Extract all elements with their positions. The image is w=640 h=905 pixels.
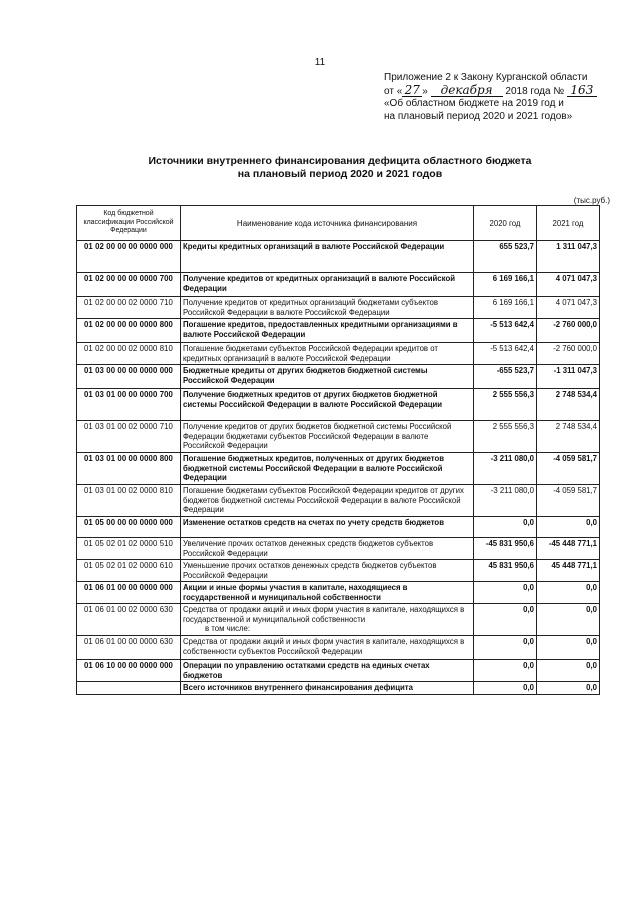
- row-code: 01 03 01 00 02 0000 710: [77, 421, 181, 453]
- table-row: [77, 560, 600, 582]
- row-value-2020: -5 513 642,4: [474, 343, 537, 365]
- table-header-row: [77, 206, 600, 241]
- appendix-header: [384, 72, 614, 123]
- row-name: Операции по управлению остатками средств на единых счетах бюджетов: [183, 661, 430, 680]
- table-body: [77, 241, 600, 695]
- row-value-2021: -45 448 771,1: [537, 538, 600, 560]
- row-code: 01 02 00 00 02 0000 810: [77, 343, 181, 365]
- row-value-2021: 0,0: [537, 636, 600, 660]
- row-name: Средства от продажи акций и иных форм участия в капитале, находящихся в собственности субъектов Российской Федерации: [183, 637, 465, 656]
- row-value-2021: -2 760 000,0: [537, 319, 600, 343]
- row-value-2020: 6 169 166,1: [474, 273, 537, 297]
- row-name: Получение кредитов от других бюджетов бюджетной системы Российской Федерации бюджетами субъектов Российской Федерации в валюте Российской Федерации: [183, 422, 452, 450]
- row-code: 01 06 10 00 00 0000 000: [77, 660, 181, 682]
- appendix-line-1: Приложение 2 к Закону Курганской области: [384, 72, 588, 83]
- row-value-2020: 0,0: [474, 582, 537, 604]
- row-value-2021: 0,0: [537, 582, 600, 604]
- row-value-2020: -3 211 080,0: [474, 485, 537, 517]
- row-code: 01 05 00 00 00 0000 000: [77, 517, 181, 538]
- row-name: Увеличение прочих остатков денежных средств бюджетов субъектов Российской Федерации: [183, 539, 434, 558]
- row-value-2021: -4 059 581,7: [537, 453, 600, 485]
- row-name-cell: [181, 660, 474, 682]
- row-value-2021: -1 311 047,3: [537, 365, 600, 389]
- row-name-cell: [181, 365, 474, 389]
- row-value-2021: 1 311 047,3: [537, 241, 600, 273]
- table-row: [77, 365, 600, 389]
- row-name-cell: [181, 241, 474, 273]
- row-name: Погашение бюджетами субъектов Российской Федерации кредитов от кредитных организаций в валюте Российской Федерации: [183, 344, 438, 363]
- row-value-2020: 2 555 556,3: [474, 389, 537, 421]
- row-value-2020: 45 831 950,6: [474, 560, 537, 582]
- row-value-2020: 0,0: [474, 636, 537, 660]
- table-row: [77, 517, 600, 538]
- appendix-from: от: [384, 85, 394, 97]
- row-name-cell: [181, 636, 474, 660]
- row-value-2020: 2 555 556,3: [474, 421, 537, 453]
- row-name-cell: [181, 343, 474, 365]
- appendix-month: декабря: [431, 85, 503, 97]
- document-title: [40, 155, 640, 181]
- row-name-cell: [181, 604, 474, 636]
- row-name-cell: [181, 273, 474, 297]
- appendix-line-3: «Об областном бюджете на 2019 год и: [384, 98, 564, 109]
- row-value-2020: 0,0: [474, 660, 537, 682]
- table-row: [77, 297, 600, 319]
- row-name: Уменьшение прочих остатков денежных средств бюджетов субъектов Российской Федерации: [183, 561, 437, 580]
- row-name-cell: [181, 453, 474, 485]
- appendix-number: 163: [567, 85, 597, 97]
- row-name: Погашение бюджетами субъектов Российской Федерации кредитов от других бюджетов бюджетной системы Российской Федерации в валюте Российской Федерации: [183, 486, 464, 514]
- row-name-cell: [181, 421, 474, 453]
- row-code: [77, 682, 181, 695]
- table-row: [77, 389, 600, 421]
- page-number: 11: [314, 57, 326, 68]
- header-2021: 2021 год: [537, 206, 600, 241]
- row-value-2021: 2 748 534,4: [537, 421, 600, 453]
- table-row: [77, 582, 600, 604]
- table-row: [77, 660, 600, 682]
- row-name: Акции и иные формы участия в капитале, находящиеся в государственной и муниципальной собственности: [183, 583, 408, 602]
- table-row: [77, 421, 600, 453]
- row-value-2021: -4 059 581,7: [537, 485, 600, 517]
- appendix-line-2: [384, 82, 614, 99]
- row-name-cell: [181, 538, 474, 560]
- row-value-2021: -2 760 000,0: [537, 343, 600, 365]
- row-name: Получение кредитов от кредитных организаций в валюте Российской Федерации: [183, 274, 455, 293]
- row-code: 01 02 00 00 00 0000 700: [77, 273, 181, 297]
- row-code: 01 03 01 00 02 0000 810: [77, 485, 181, 517]
- row-name: Изменение остатков средств на счетах по учету средств бюджетов: [183, 518, 444, 527]
- row-code: 01 06 01 00 00 0000 630: [77, 636, 181, 660]
- row-code: 01 06 01 00 00 0000 000: [77, 582, 181, 604]
- row-code: 01 05 02 01 02 0000 510: [77, 538, 181, 560]
- table-row: [77, 485, 600, 517]
- row-value-2021: 0,0: [537, 682, 600, 695]
- row-code: 01 03 01 00 00 0000 800: [77, 453, 181, 485]
- header-code: Код бюджетной классификации Российской Федерации: [77, 206, 181, 241]
- appendix-quote-open: «: [396, 85, 403, 97]
- table-row: [77, 604, 600, 636]
- row-name: Бюджетные кредиты от других бюджетов бюджетной системы Российской Федерации: [183, 366, 428, 385]
- row-name: Кредиты кредитных организаций в валюте Российской Федерации: [183, 242, 445, 251]
- row-name-cell: [181, 297, 474, 319]
- row-value-2021: 2 748 534,4: [537, 389, 600, 421]
- title-line-2: на плановый период 2020 и 2021 годов: [237, 168, 443, 180]
- row-value-2020: 0,0: [474, 682, 537, 695]
- row-name: Получение бюджетных кредитов от других бюджетов бюджетной системы Российской Федерации в валюте Российской Федерации: [183, 390, 443, 409]
- row-name-cell: [181, 517, 474, 538]
- table-row: [77, 682, 600, 695]
- row-name-cell: [181, 319, 474, 343]
- row-code: 01 02 00 00 02 0000 710: [77, 297, 181, 319]
- table-row: [77, 241, 600, 273]
- units-label: (тыс.руб.): [573, 196, 610, 205]
- appendix-year: 2018 года №: [505, 85, 565, 97]
- row-value-2021: 4 071 047,3: [537, 273, 600, 297]
- row-name: Получение кредитов от кредитных организаций бюджетами субъектов Российской Федерации в валюте Российской Федерации: [183, 298, 439, 317]
- row-code: 01 05 02 01 02 0000 610: [77, 560, 181, 582]
- row-name-cell: [181, 485, 474, 517]
- appendix-day: 27: [402, 85, 422, 97]
- title-line-1: Источники внутреннего финансирования дефицита областного бюджета: [148, 155, 532, 167]
- table-row: [77, 453, 600, 485]
- row-value-2020: 655 523,7: [474, 241, 537, 273]
- row-name-cell: [181, 582, 474, 604]
- table-row: [77, 538, 600, 560]
- row-name: Погашение кредитов, предоставленных кредитными организациями в валюте Российской Федерации: [183, 320, 458, 339]
- row-name: Средства от продажи акций и иных форм участия в капитале, находящихся в государственной и муниципальной собственности: [183, 605, 465, 624]
- row-value-2020: 0,0: [474, 604, 537, 636]
- row-code: 01 03 01 00 00 0000 700: [77, 389, 181, 421]
- row-code: 01 03 00 00 00 0000 000: [77, 365, 181, 389]
- row-name: Всего источников внутреннего финансирования дефицита: [183, 683, 413, 692]
- row-name-cell: [181, 389, 474, 421]
- row-value-2020: -3 211 080,0: [474, 453, 537, 485]
- table-row: [77, 636, 600, 660]
- header-2020: 2020 год: [474, 206, 537, 241]
- row-note: в том числе:: [205, 624, 251, 633]
- row-name: Погашение бюджетных кредитов, полученных от других бюджетов бюджетной системы Российской Федерации в валюте Российской Федерации: [183, 454, 445, 482]
- row-name-cell: [181, 682, 474, 695]
- row-value-2021: 0,0: [537, 604, 600, 636]
- appendix-line-4: на плановый период 2020 и 2021 годов»: [384, 110, 573, 122]
- table-row: [77, 319, 600, 343]
- appendix-quote-close: »: [422, 85, 428, 97]
- financing-sources-table: [76, 205, 600, 695]
- row-code: 01 02 00 00 00 0000 800: [77, 319, 181, 343]
- row-value-2021: 45 448 771,1: [537, 560, 600, 582]
- row-value-2020: 6 169 166,1: [474, 297, 537, 319]
- table-row: [77, 343, 600, 365]
- row-value-2020: -5 513 642,4: [474, 319, 537, 343]
- row-name-cell: [181, 560, 474, 582]
- row-value-2021: 4 071 047,3: [537, 297, 600, 319]
- row-value-2021: 0,0: [537, 517, 600, 538]
- header-name: Наименование кода источника финансирования: [181, 206, 474, 241]
- row-value-2020: -45 831 950,6: [474, 538, 537, 560]
- row-code: 01 06 01 00 02 0000 630: [77, 604, 181, 636]
- row-value-2020: -655 523,7: [474, 365, 537, 389]
- row-value-2020: 0,0: [474, 517, 537, 538]
- table-row: [77, 273, 600, 297]
- row-value-2021: 0,0: [537, 660, 600, 682]
- row-code: 01 02 00 00 00 0000 000: [77, 241, 181, 273]
